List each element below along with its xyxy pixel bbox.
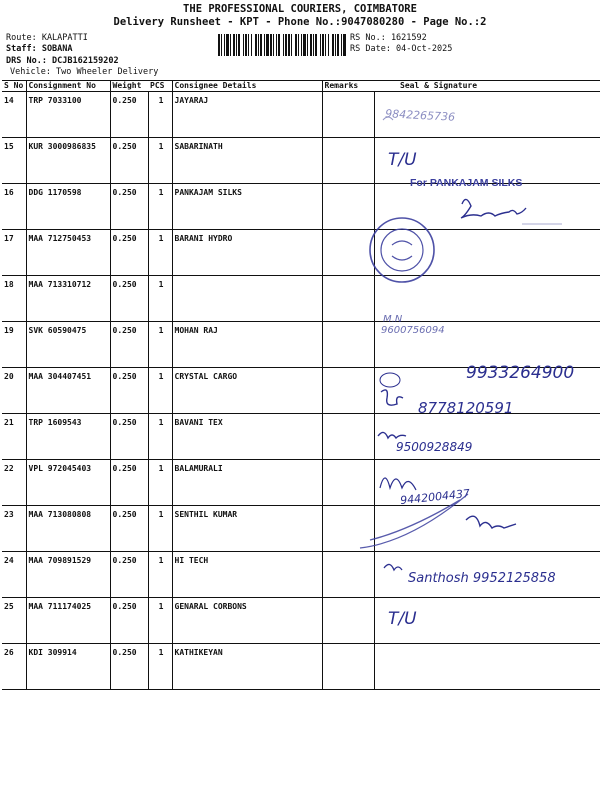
row-sno: 14 [2, 92, 26, 138]
table-row [2, 276, 600, 322]
barcode-bar [291, 34, 292, 56]
row-consignee: SENTHIL KUMAR [172, 506, 322, 552]
row-seal-signature [374, 552, 600, 598]
barcode-bar [288, 34, 290, 56]
row16-stamp: For PANKAJAM SILKS [410, 177, 523, 189]
row-sno: 19 [2, 322, 26, 368]
row-consignee: SABARINATH [172, 138, 322, 184]
row-consignment: MAA 709891529 [26, 552, 110, 598]
row-weight: 0.250 [110, 184, 148, 230]
row-remarks [322, 552, 374, 598]
row22-phone: 9500928849 [396, 440, 473, 454]
row-sno: 26 [2, 644, 26, 690]
barcode-bar [224, 34, 225, 56]
barcode-bar [341, 34, 342, 56]
staff-label: Staff: SOBANA [6, 44, 73, 54]
barcode-bar [251, 34, 252, 56]
barcode-bar [270, 34, 272, 56]
row-weight: 0.250 [110, 276, 148, 322]
barcode-bar [313, 34, 314, 56]
row-weight: 0.250 [110, 506, 148, 552]
rs-number: RS No.: 1621592 [350, 33, 427, 43]
row-remarks [322, 92, 374, 138]
row19-phone: 9600756094 [381, 325, 445, 336]
col-remarks: Remarks [322, 81, 374, 92]
row-weight: 0.250 [110, 598, 148, 644]
row-consignee: CRYSTAL CARGO [172, 368, 322, 414]
row-sno: 20 [2, 368, 26, 414]
barcode-bar [218, 34, 220, 56]
table-row [2, 414, 600, 460]
row-consignment: MAA 711174025 [26, 598, 110, 644]
table-row [2, 368, 600, 414]
barcode-bar [255, 34, 257, 56]
barcode-bar [315, 34, 317, 56]
table-row [2, 598, 600, 644]
runsheet-table [2, 80, 600, 690]
barcode-bar [332, 34, 334, 56]
row-sno: 17 [2, 230, 26, 276]
row-remarks [322, 644, 374, 690]
row-remarks [322, 322, 374, 368]
row-consignment: DDG 1170598 [26, 184, 110, 230]
barcode-bar [310, 34, 312, 56]
row-weight: 0.250 [110, 322, 148, 368]
barcode-bar [273, 34, 274, 56]
row19-name: M.N [383, 314, 403, 325]
barcode-bar [343, 34, 346, 56]
row-sno: 23 [2, 506, 26, 552]
barcode-bar [230, 34, 231, 56]
row-consignee: BARANI HYDRO [172, 230, 322, 276]
barcode-bar [233, 34, 235, 56]
row-weight: 0.250 [110, 552, 148, 598]
row-seal-signature [374, 506, 600, 552]
barcode-bar [226, 34, 229, 56]
barcode-bar [238, 34, 240, 56]
row-pcs: 1 [148, 460, 172, 506]
row-seal-signature [374, 138, 600, 184]
row-sno: 18 [2, 276, 26, 322]
row-seal-signature [374, 368, 600, 414]
row-weight: 0.250 [110, 92, 148, 138]
row-weight: 0.250 [110, 460, 148, 506]
row-remarks [322, 230, 374, 276]
row-pcs: 1 [148, 230, 172, 276]
barcode-bar [301, 34, 302, 56]
row-consignee: MOHAN RAJ [172, 322, 322, 368]
row-seal-signature [374, 92, 600, 138]
barcode-bar [307, 34, 308, 56]
col-seal-signature: Seal & Signature [374, 81, 600, 92]
row-remarks [322, 460, 374, 506]
table-row [2, 506, 600, 552]
row-pcs: 1 [148, 414, 172, 460]
row-consignee: HI TECH [172, 552, 322, 598]
row-remarks [322, 276, 374, 322]
row-seal-signature [374, 322, 600, 368]
row23-phone: 9442004437 [399, 486, 471, 508]
row-weight: 0.250 [110, 138, 148, 184]
route-label: Route: KALAPATTI [6, 33, 88, 43]
row15-signature: T/U [388, 150, 417, 170]
row-seal-signature [374, 414, 600, 460]
row-sno: 15 [2, 138, 26, 184]
table-header-row [2, 81, 600, 92]
barcode-bar [276, 34, 277, 56]
barcode-bar [298, 34, 299, 56]
barcode-bar [320, 34, 321, 56]
row21-phone: 8778120591 [418, 399, 514, 417]
row-consignment: MAA 712750453 [26, 230, 110, 276]
row20-phone: 9933264900 [466, 363, 575, 383]
table-row [2, 230, 600, 276]
barcode-bar [236, 34, 237, 56]
row-seal-signature [374, 460, 600, 506]
row-pcs: 1 [148, 368, 172, 414]
row-consignment: KDI 309914 [26, 644, 110, 690]
col-sno: S No [2, 81, 26, 92]
row-consignee: GENARAL CORBONS [172, 598, 322, 644]
vehicle-label: Vehicle: Two Wheeler Delivery [10, 67, 159, 77]
row-consignment: MAA 713310712 [26, 276, 110, 322]
row-remarks [322, 368, 374, 414]
barcode-bar [283, 34, 284, 56]
row-remarks [322, 506, 374, 552]
barcode-bar [295, 34, 297, 56]
row-consignee: PANKAJAM SILKS [172, 184, 322, 230]
col-weight: Weight [110, 81, 148, 92]
row-pcs: 1 [148, 322, 172, 368]
row-pcs: 1 [148, 276, 172, 322]
row-consignee: JAYARAJ [172, 92, 322, 138]
barcode-bar [248, 34, 249, 56]
barcode-bar [264, 34, 265, 56]
barcode-bar [337, 34, 339, 56]
row14-signature: 9842265736 [384, 107, 456, 124]
row25-signature: Santhosh 9952125858 [408, 571, 556, 586]
table-row [2, 322, 600, 368]
row-consignment: MAA 713080808 [26, 506, 110, 552]
barcode-bar [221, 34, 222, 56]
barcode-bar [260, 34, 262, 56]
runsheet-title: Delivery Runsheet - KPT - Phone No.:9047080280 - Page No.:2 [113, 16, 487, 28]
row-remarks [322, 138, 374, 184]
rs-date: RS Date: 04-Oct-2025 [350, 44, 453, 54]
row-sno: 22 [2, 460, 26, 506]
row-weight: 0.250 [110, 368, 148, 414]
row-remarks [322, 598, 374, 644]
table-row [2, 552, 600, 598]
row-sno: 16 [2, 184, 26, 230]
table-row [2, 92, 600, 138]
row-seal-signature [374, 276, 600, 322]
barcode-bar [285, 34, 287, 56]
row-remarks [322, 184, 374, 230]
table-row [2, 184, 600, 230]
row-pcs: 1 [148, 92, 172, 138]
barcode-bar [243, 34, 244, 56]
company-title: THE PROFESSIONAL COURIERS, COIMBATORE [183, 3, 417, 15]
row-pcs: 1 [148, 184, 172, 230]
row26-signature: T/U [388, 609, 417, 629]
row-consignment: MAA 304407451 [26, 368, 110, 414]
row-pcs: 1 [148, 644, 172, 690]
row-weight: 0.250 [110, 414, 148, 460]
row-seal-signature [374, 644, 600, 690]
row-pcs: 1 [148, 506, 172, 552]
row-weight: 0.250 [110, 644, 148, 690]
barcode-bar [335, 34, 336, 56]
table-row [2, 644, 600, 690]
col-pcs: PCS [148, 81, 172, 92]
row-pcs: 1 [148, 552, 172, 598]
table-row [2, 460, 600, 506]
row-pcs: 1 [148, 138, 172, 184]
row-sno: 25 [2, 598, 26, 644]
row-remarks [322, 414, 374, 460]
row-sno: 24 [2, 552, 26, 598]
row-consignment: VPL 972045403 [26, 460, 110, 506]
barcode-bar [278, 34, 280, 56]
row-weight: 0.250 [110, 230, 148, 276]
drs-number: DRS No.: DCJB162159202 [6, 56, 119, 66]
row-seal-signature [374, 230, 600, 276]
barcode-bar [303, 34, 306, 56]
row-seal-signature [374, 184, 600, 230]
row-consignee [172, 276, 322, 322]
row-consignment: TRP 7033100 [26, 92, 110, 138]
col-consignee: Consignee Details [172, 81, 322, 92]
row-consignment: TRP 1609543 [26, 414, 110, 460]
row-consignee: BAVANI TEX [172, 414, 322, 460]
col-consignment: Consignment No [26, 81, 110, 92]
row-pcs: 1 [148, 598, 172, 644]
row-sno: 21 [2, 414, 26, 460]
barcode-bar [266, 34, 269, 56]
barcode-bar [245, 34, 247, 56]
row-consignee: BALAMURALI [172, 460, 322, 506]
row-seal-signature [374, 598, 600, 644]
row-consignment: KUR 3000986835 [26, 138, 110, 184]
row-consignment: SVK 60590475 [26, 322, 110, 368]
row-consignee: KATHIKEYAN [172, 644, 322, 690]
barcode [218, 34, 346, 56]
barcode-bar [328, 34, 329, 56]
barcode-bar [322, 34, 324, 56]
barcode-bar [325, 34, 326, 56]
barcode-bar [258, 34, 259, 56]
table-row [2, 138, 600, 184]
